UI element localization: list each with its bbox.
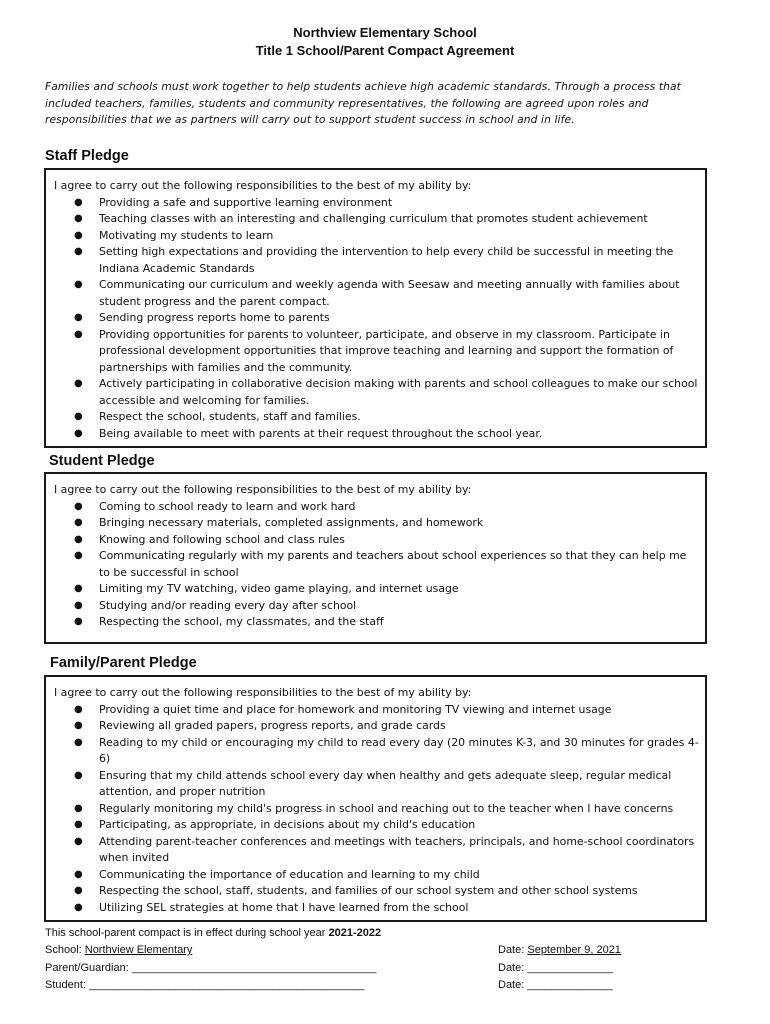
list-item-text: Being available to meet with parents at their request throughout the school year. (99, 426, 543, 440)
list-item-text: Sending progress reports home to parents (99, 311, 330, 324)
list-item (54, 310, 699, 327)
list-item-text: Respecting the school, my classmates, and the staff (99, 615, 384, 628)
list-item (54, 883, 699, 900)
list-item (54, 376, 699, 409)
bullet-icon: ● (74, 720, 83, 731)
school-line (45, 944, 192, 956)
school-year: 2021-2022 (328, 927, 382, 939)
list-item-text: Regularly monitoring my child's progress in school and reaching out to the teacher when I have concerns (99, 801, 674, 815)
school-label: School: (45, 944, 85, 956)
list-item-text: Providing a safe and supportive learning environment (99, 195, 393, 209)
staff-pledge-title: Staff Pledge (45, 148, 129, 164)
bullet-icon: ● (74, 736, 83, 748)
list-item-text: Respect the school, students, staff and families. (99, 410, 361, 423)
bullet-icon: ● (74, 802, 83, 814)
list-item (54, 244, 699, 277)
bullet-icon: ● (74, 885, 83, 896)
bullet-icon: ● (74, 500, 83, 512)
date-label-1: Date: (498, 944, 528, 956)
list-item-text: Coming to school ready to learn and work hard (99, 499, 356, 513)
list-item-text: Reading to my child or encouraging my child to read every day (20 minutes K-3, and 30 minutes for grades 4-6) (99, 735, 699, 765)
list-item (54, 867, 699, 884)
student-row (45, 979, 735, 997)
parent-row (45, 962, 735, 980)
bullet-icon: ● (74, 901, 83, 913)
list-item (54, 548, 699, 581)
student-signature-line: Student: _____________________________________________ (45, 979, 365, 991)
bullet-icon: ● (74, 427, 83, 439)
bullet-icon: ● (74, 703, 83, 715)
list-item (54, 718, 699, 735)
list-item-text: Limiting my TV watching, video game playing, and internet usage (99, 582, 459, 595)
list-item-text: Providing opportunities for parents to volunteer, participate, and observe in my classroom. Participate in professional development opportunities that improve teaching and learning and support the formation of partnerships with families and the community. (99, 327, 674, 374)
bullet-icon: ● (74, 328, 83, 340)
date-line-2: Date: ______________ (498, 962, 613, 974)
bullet-icon: ● (74, 246, 83, 257)
list-item-text: Reviewing all graded papers, progress reports, and grade cards (99, 719, 446, 732)
bullet-icon: ● (74, 550, 83, 561)
student-pledge-box (44, 472, 707, 644)
list-item-text: Bringing necessary materials, completed assignments, and homework (99, 516, 484, 529)
school-name: Northview Elementary School (293, 25, 477, 40)
list-item (54, 426, 699, 443)
list-item (54, 581, 699, 598)
bullet-icon: ● (74, 533, 83, 545)
student-pledge-list (54, 499, 699, 631)
parent-guardian-line: Parent/Guardian: ________________________________________ (45, 962, 377, 974)
list-item (54, 211, 699, 228)
list-item (54, 515, 699, 532)
bullet-icon: ● (74, 599, 83, 611)
list-item (54, 834, 699, 867)
bullet-icon: ● (74, 868, 83, 880)
list-item-text: Attending parent-teacher conferences and meetings with teachers, principals, and home-school coordinators when invited (99, 834, 695, 864)
staff-pledge-lead: I agree to carry out the following responsibilities to the best of my ability by: (54, 179, 472, 192)
student-pledge-lead: I agree to carry out the following responsibilities to the best of my ability by: (54, 483, 472, 496)
list-item-text: Participating, as appropriate, in decisions about my child's education (99, 818, 476, 831)
list-item-text: Communicating our curriculum and weekly agenda with Seesaw and meeting annually with families about student progress and the parent compact. (99, 278, 680, 308)
staff-pledge-list (54, 195, 699, 443)
bullet-icon: ● (74, 769, 83, 781)
list-item-text: Actively participating in collaborative decision making with parents and school colleagues to make our school accessible and welcoming for families. (99, 377, 698, 407)
bullet-icon: ● (74, 213, 83, 224)
effect-line (45, 927, 381, 939)
list-item (54, 327, 699, 377)
school-value: Northview Elementary (84, 944, 193, 956)
list-item (54, 900, 699, 917)
bullet-icon: ● (74, 196, 83, 208)
list-item (54, 702, 699, 719)
bullet-icon: ● (74, 378, 83, 389)
school-row (45, 944, 735, 962)
bullet-icon: ● (74, 819, 83, 830)
effect-row (45, 927, 735, 945)
student-pledge-title: Student Pledge (49, 453, 155, 469)
list-item-text: Setting high expectations and providing the intervention to help every child be successful in meeting the Indiana Academic Standards (99, 245, 674, 275)
list-item (54, 409, 699, 426)
list-item-text: Motivating my students to learn (99, 228, 274, 242)
list-item (54, 499, 699, 516)
bullet-icon: ● (74, 835, 83, 847)
list-item (54, 614, 699, 631)
list-item-text: Knowing and following school and class rules (99, 532, 345, 546)
list-item (54, 817, 699, 834)
list-item (54, 532, 699, 549)
date-line-1 (498, 944, 621, 956)
bullet-icon: ● (74, 616, 83, 627)
family-pledge-box (44, 675, 707, 922)
list-item (54, 768, 699, 801)
bullet-icon: ● (74, 312, 83, 323)
date-line-3: Date: ______________ (498, 979, 613, 991)
intro-paragraph: Families and schools must work together to help students achieve high academic standards. Through a process that included teachers, families, students and community representatives, the following are agreed upon roles and responsibilities that we as partners will carry out to support student success in school and in life. (45, 80, 681, 126)
effect-text: This school-parent compact is in effect during school year (45, 927, 329, 939)
bullet-icon: ● (74, 517, 83, 528)
compact-footer (45, 927, 735, 997)
list-item (54, 598, 699, 615)
document-header (0, 24, 770, 60)
family-pledge-lead: I agree to carry out the following responsibilities to the best of my ability by: (54, 686, 472, 699)
list-item-text: Teaching classes with an interesting and challenging curriculum that promotes student achievement (99, 212, 648, 225)
list-item-text: Utilizing SEL strategies at home that I have learned from the school (99, 900, 469, 914)
date-value-1: September 9, 2021 (527, 944, 621, 956)
bullet-icon: ● (74, 229, 83, 241)
bullet-icon: ● (74, 411, 83, 422)
family-pledge-title: Family/Parent Pledge (50, 655, 197, 671)
family-pledge-list (54, 702, 699, 917)
list-item-text: Communicating the importance of education and learning to my child (99, 867, 480, 881)
list-item-text: Studying and/or reading every day after school (99, 598, 357, 612)
list-item-text: Ensuring that my child attends school every day when healthy and gets adequate sleep, regular medical attention, and proper nutrition (99, 768, 672, 798)
bullet-icon: ● (74, 583, 83, 594)
list-item (54, 735, 699, 768)
list-item-text: Respecting the school, staff, students, and families of our school system and other school systems (99, 884, 638, 897)
bullet-icon: ● (74, 279, 83, 290)
list-item (54, 195, 699, 212)
staff-pledge-box (44, 168, 707, 448)
list-item-text: Providing a quiet time and place for homework and monitoring TV viewing and internet usage (99, 702, 612, 716)
list-item (54, 228, 699, 245)
document-title: Title 1 School/Parent Compact Agreement (255, 43, 515, 58)
list-item-text: Communicating regularly with my parents and teachers about school experiences so that they can help me to be successful in school (99, 549, 687, 579)
list-item (54, 801, 699, 818)
list-item (54, 277, 699, 310)
